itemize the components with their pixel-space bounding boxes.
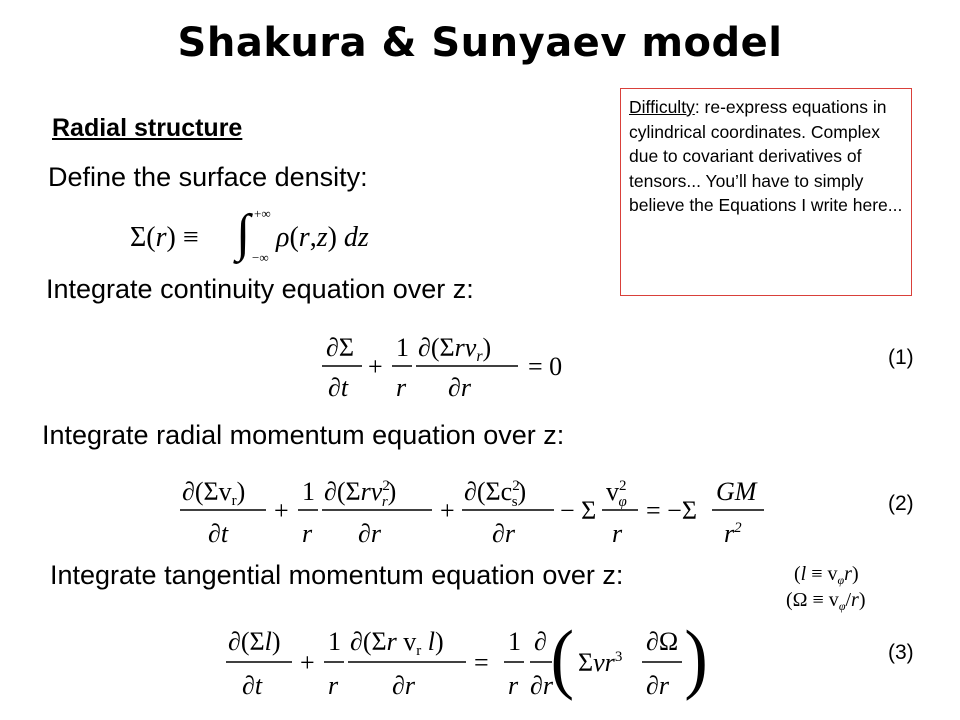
svg-text:= −Σ: = −Σ: [646, 496, 697, 525]
svg-text:+: +: [440, 496, 455, 525]
svg-text:∂r: ∂r: [646, 671, 669, 700]
continuity-equation: [322, 328, 632, 408]
svg-text:∂t: ∂t: [242, 671, 263, 700]
svg-text:r: r: [302, 519, 313, 548]
tangential-momentum-equation: [226, 616, 706, 712]
angular-definitions: [786, 560, 926, 614]
svg-text:r2: $r^2$: [724, 519, 742, 548]
section-heading: Radial structure: [52, 114, 243, 142]
svg-text:∂r: ∂r: [492, 519, 515, 548]
svg-text:r: r: [328, 671, 339, 700]
svg-text:∂(Σvr): ∂(Σvr): [182, 477, 246, 509]
slide-title: Shakura & Sunyaev model: [177, 20, 783, 66]
note-text: : re-express equations in cylindrical coordinates. Complex due to covariant derivatives of tensors... You’ll have to simply believe the Equations I write here...: [629, 97, 903, 215]
svg-text:∂r: ∂r: [358, 519, 381, 548]
svg-text:∂r: ∂r: [530, 671, 553, 700]
tangential-momentum-label: Integrate tangential momentum equation over z:: [50, 560, 624, 590]
radial-momentum-equation: [180, 470, 780, 554]
svg-text:(: (: [550, 615, 574, 702]
svg-text:1: 1: [396, 333, 409, 362]
svg-text:1: 1: [302, 477, 315, 506]
svg-text:∂t: ∂t: [208, 519, 229, 548]
svg-text:1: 1: [508, 627, 521, 656]
svg-text:∂(Σl): ∂(Σl): [228, 627, 281, 656]
svg-text:∂Ω: ∂Ω: [646, 627, 679, 656]
svg-text:∂Σ: ∂Σ: [326, 333, 354, 362]
svg-text:∫: ∫: [236, 205, 251, 262]
svg-text:∂: ∂: [534, 627, 547, 656]
svg-text:=: =: [474, 648, 489, 677]
equation-number-1: (1): [888, 346, 914, 369]
svg-text:∂t: ∂t: [328, 373, 349, 402]
svg-text:ρ(r,z) dz: ρ(r,z) dz: [276, 222, 369, 253]
svg-text:r: r: [612, 519, 623, 548]
svg-text:Σνr3: Σνr$^3$: [578, 648, 623, 677]
difficulty-note: [620, 88, 912, 296]
svg-text:− Σ: − Σ: [560, 496, 597, 525]
note-keyword: Difficulty: [629, 97, 695, 117]
surface-density-equation: [130, 196, 390, 266]
svg-text:1: 1: [328, 627, 341, 656]
svg-text:= 0: = 0: [528, 352, 563, 381]
svg-text:GM: GM: [716, 477, 757, 506]
svg-text:): ): [684, 615, 708, 702]
svg-text:(l ≡ vφr): $(l \equiv v_\varphi r)$: [794, 563, 859, 587]
continuity-label: Integrate continuity equation over z:: [46, 274, 474, 304]
svg-text:∂(Σrv2r): ∂(Σrv$^2$ r): [324, 477, 397, 510]
svg-text:Σ(r) ≡: Σ(r) ≡: [130, 222, 199, 253]
svg-text:+: +: [300, 648, 315, 677]
svg-text:+∞: +∞: [254, 206, 271, 221]
svg-text:∂(Σrvr): ∂(Σrvr): [418, 333, 492, 365]
svg-text:+: +: [368, 352, 383, 381]
svg-text:r: r: [396, 373, 407, 402]
radial-momentum-label: Integrate radial momentum equation over z:: [42, 420, 565, 450]
svg-text:(Ω ≡ vφ/r): $(\Omega \equiv v_\varphi/r)$: [786, 589, 866, 613]
svg-text:∂r: ∂r: [392, 671, 415, 700]
surface-density-label: Define the surface density:: [48, 162, 368, 192]
svg-text:+: +: [274, 496, 289, 525]
svg-text:v2φ: $v^2$ φ: [606, 477, 627, 510]
equation-number-3: (3): [888, 641, 914, 664]
svg-text:r: r: [508, 671, 519, 700]
svg-text:∂r: ∂r: [448, 373, 471, 402]
equation-number-2: (2): [888, 492, 914, 515]
svg-text:∂(Σr vr l): ∂(Σr vr l): [350, 627, 444, 659]
svg-text:−∞: −∞: [252, 250, 269, 265]
svg-text:∂(Σc2s): $\partial(\Sigma c^2$ s): [464, 477, 527, 510]
